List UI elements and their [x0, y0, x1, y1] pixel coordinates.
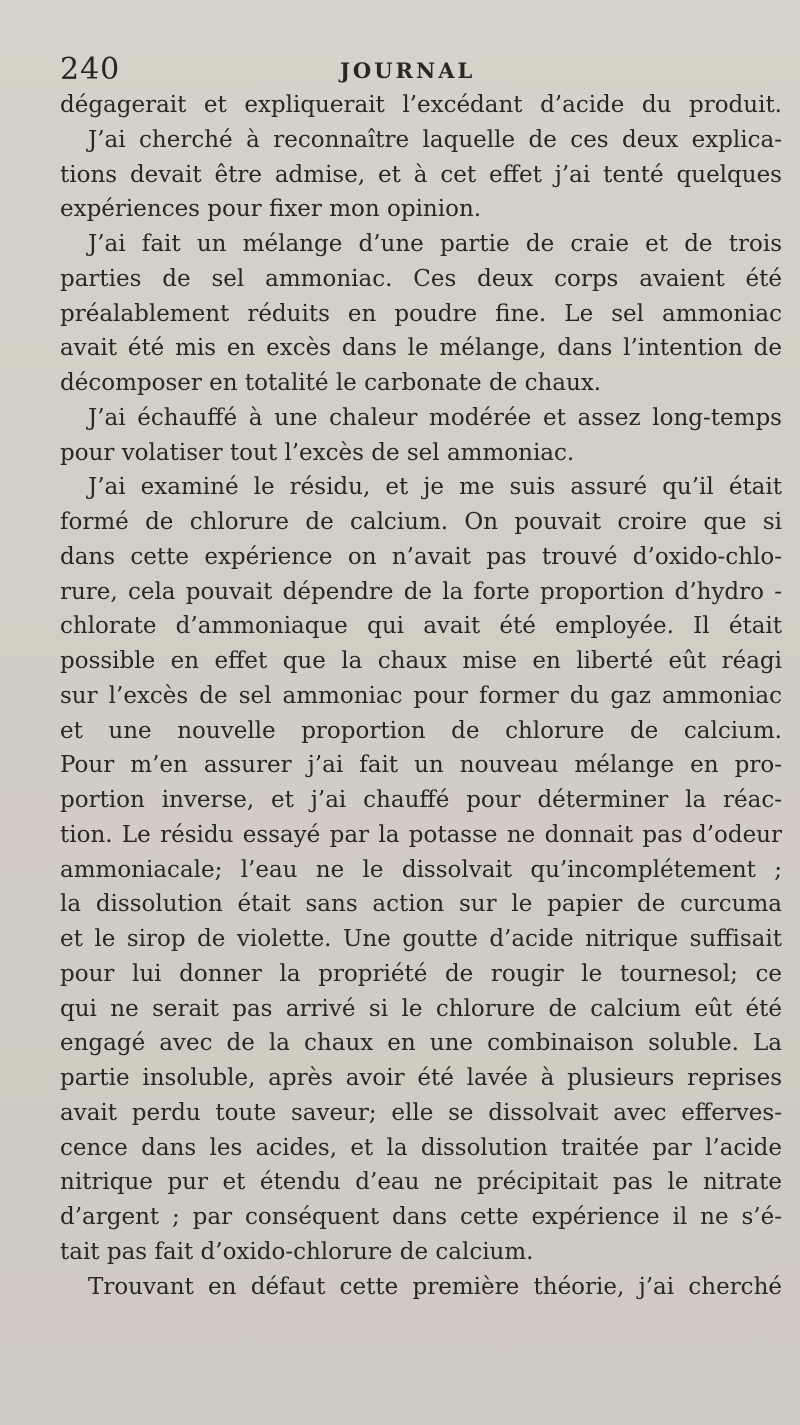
text-line: pour volatiser tout l’excès de sel ammoniac.	[60, 439, 575, 466]
text-line: rure, cela pouvait dépendre de la forte proportion d’hydro -	[60, 578, 782, 605]
text-line: la dissolution était sans action sur le papier de curcuma	[60, 891, 782, 918]
text-line: J’ai échauffé à une chaleur modérée et assez long-temps	[88, 404, 782, 431]
running-head: JOURNAL	[340, 58, 476, 83]
text-line: J’ai fait un mélange d’une partie de craie et de trois	[88, 231, 782, 257]
text-line: avait perdu toute saveur; elle se dissolvait avec efferves-	[60, 1099, 782, 1126]
body-text	[60, 88, 782, 1304]
page-header	[60, 52, 750, 92]
text-line: portion inverse, et j’ai chauffé pour déterminer la réac-	[60, 787, 782, 813]
text-line: qui ne serait pas arrivé si le chlorure de calcium eût été	[60, 995, 782, 1022]
text-line: Pour m’en assurer j’ai fait un nouveau mélange en pro-	[60, 752, 782, 779]
text-line: tion. Le résidu essayé par la potasse ne donnait pas d’odeur	[60, 821, 782, 848]
text-line: J’ai cherché à reconnaître laquelle de ces deux explica-	[88, 126, 782, 153]
text-line: et une nouvelle proportion de chlorure de calcium.	[60, 717, 782, 744]
text-line: dans cette expérience on n’avait pas trouvé d’oxido-chlo-	[60, 543, 782, 570]
text-line: expériences pour fixer mon opinion.	[60, 196, 482, 223]
text-line: possible en effet que la chaux mise en liberté eût réagi	[60, 648, 782, 674]
text-line: d’argent ; par conséquent dans cette expérience il ne s’é-	[60, 1204, 782, 1230]
text-line: tait pas fait d’oxido-chlorure de calcium.	[60, 1238, 534, 1265]
text-line: chlorate d’ammoniaque qui avait été employée. Il était	[60, 613, 782, 640]
text-line: décomposer en totalité le carbonate de chaux.	[60, 370, 602, 396]
page-number: 240	[60, 52, 121, 87]
text-line: avait été mis en excès dans le mélange, dans l’intention de	[60, 335, 782, 362]
text-line: Trouvant en défaut cette première théorie, j’ai cherché	[88, 1273, 782, 1300]
text-line: J’ai examiné le résidu, et je me suis assuré qu’il était	[88, 474, 782, 501]
text-line: dégagerait et expliquerait l’excédant d’acide du produit.	[60, 92, 782, 118]
text-line: tions devait être admise, et à cet effet j’ai tenté quelques	[60, 161, 782, 188]
text-line: préalablement réduits en poudre fine. Le sel ammoniac	[60, 300, 782, 327]
text-line: et le sirop de violette. Une goutte d’acide nitrique suffisait	[60, 926, 782, 952]
text-line: pour lui donner la propriété de rougir le tournesol; ce	[60, 960, 782, 987]
text-line: engagé avec de la chaux en une combinaison soluble. La	[60, 1030, 782, 1057]
text-line: formé de chlorure de calcium. On pouvait croire que si	[60, 509, 782, 535]
text-line: ammoniacale; l’eau ne le dissolvait qu’incomplétement ;	[60, 856, 782, 883]
text-line: sur l’excès de sel ammoniac pour former du gaz ammoniac	[60, 682, 782, 709]
text-line: nitrique pur et étendu d’eau ne précipitait pas le nitrate	[60, 1169, 782, 1196]
text-line: partie insoluble, après avoir été lavée à plusieurs reprises	[60, 1065, 782, 1091]
text-line: parties de sel ammoniac. Ces deux corps avaient été	[60, 265, 782, 292]
text-line: cence dans les acides, et la dissolution traitée par l’acide	[60, 1134, 782, 1161]
